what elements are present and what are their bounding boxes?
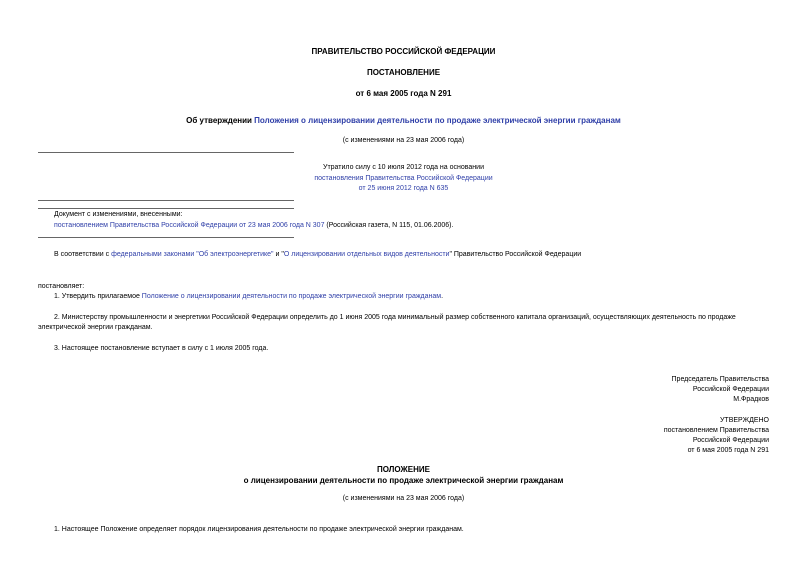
item-2-line-2: электрической энергии гражданам.	[38, 324, 153, 331]
preamble-text-2: и "	[273, 251, 284, 258]
amend-label: Документ с изменениями, внесенными:	[54, 211, 183, 218]
approved-line-4: от 6 мая 2005 года N 291	[687, 447, 769, 454]
signature-line-1: Председатель Правительства	[671, 376, 769, 383]
regulation-changes-note: (с изменениями на 23 мая 2006 года)	[342, 495, 465, 502]
signature-name: М.Фрадков	[733, 396, 769, 403]
divider	[38, 208, 294, 209]
government-heading: ПРАВИТЕЛЬСТВО РОССИЙСКОЙ ФЕДЕРАЦИИ	[311, 47, 496, 56]
item-1-prefix: 1. Утвердить прилагаемое	[54, 293, 142, 300]
preamble	[54, 251, 581, 258]
item-3: 3. Настоящее постановление вступает в силу с 1 июля 2005 года.	[54, 345, 269, 352]
approved-line-3: Российской Федерации	[692, 437, 769, 444]
document-date: от 6 мая 2005 года N 291	[355, 89, 452, 98]
amend-link[interactable]: постановлением Правительства Российской Федерации от 23 мая 2006 года N 307	[54, 222, 325, 229]
document-type: ПОСТАНОВЛЕНИЕ	[366, 68, 441, 77]
item-1	[54, 293, 443, 300]
signature-line-2: Российской Федерации	[692, 386, 769, 393]
approved-line-2: постановлением Правительства	[663, 427, 769, 434]
law-licensing-link[interactable]: О лицензировании отдельных видов деятельности	[283, 251, 450, 258]
regulation-paragraph-1: 1. Настоящее Положение определяет порядок лицензирования деятельности по продаже электрической энергии гражданам.	[54, 526, 464, 533]
document-title	[0, 116, 807, 125]
item-1-suffix: .	[441, 293, 444, 300]
decree-word: постановляет:	[38, 283, 85, 290]
regulation-title: ПОЛОЖЕНИЕ	[377, 465, 430, 474]
divider	[38, 237, 294, 238]
changes-note: (с изменениями на 23 мая 2006 года)	[342, 137, 465, 144]
regulation-subtitle: о лицензировании деятельности по продаже электрической энергии гражданам	[243, 476, 564, 485]
approved-line-1: УТВЕРЖДЕНО	[719, 417, 769, 424]
expired-line-1: Утратило силу с 10 июля 2012 года на основании	[323, 164, 484, 171]
item-2-line-1: 2. Министерству промышленности и энергетики Российской Федерации определить до 1 июня 2005 года минимальный размер собственного капитала организаций, осуществляющих деятельность по продаже	[54, 314, 736, 321]
expired-link-1[interactable]: постановления Правительства Российской Федерации	[314, 175, 493, 182]
title-regulation-link[interactable]: Положения о лицензировании деятельности по продаже электрической энергии гражданам	[254, 116, 621, 125]
preamble-text-1: В соответствии с	[54, 251, 112, 258]
expired-link-2[interactable]: от 25 июня 2012 года N 635	[358, 185, 449, 192]
amend-tail: (Российская газета, N 115, 01.06.2006).	[324, 222, 454, 229]
divider	[38, 152, 294, 153]
preamble-text-3: " Правительство Российской Федерации	[449, 251, 582, 258]
title-prefix: Об утверждении	[186, 116, 255, 125]
divider	[38, 200, 294, 201]
item-1-regulation-link[interactable]: Положение о лицензировании деятельности по продаже электрической энергии гражданам	[141, 293, 442, 300]
law-electro-link[interactable]: федеральными законами "Об электроэнергетике"	[111, 251, 274, 258]
amend-line	[54, 222, 453, 229]
